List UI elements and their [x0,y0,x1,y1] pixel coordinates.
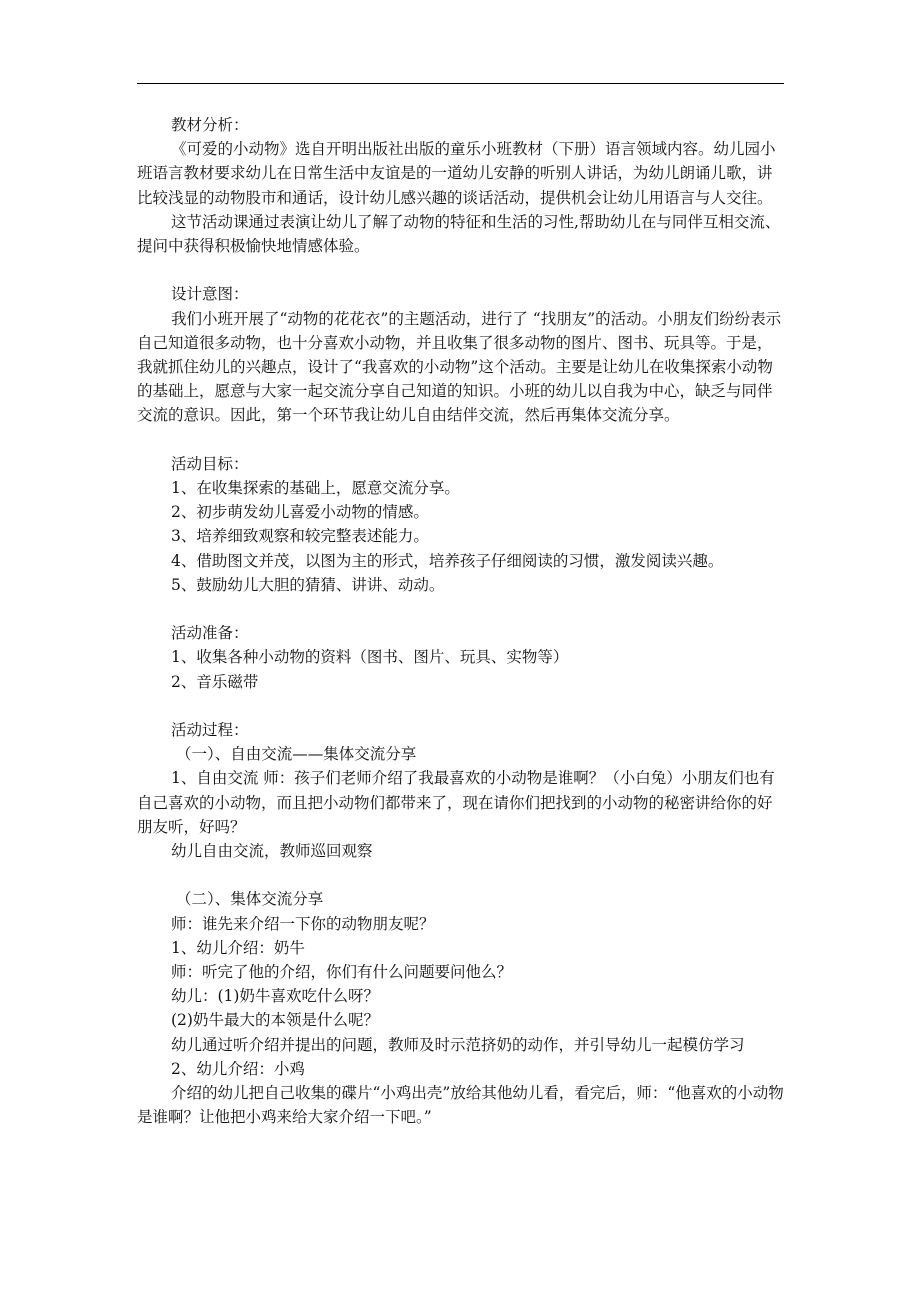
prep-item: 2、音乐磁带 [171,672,259,691]
process-part1-paragraph: 1、自由交流 师：孩子们老师介绍了我最喜欢的小动物是谁啊？（小白兔）小朋友们也有自己喜欢的小动物，而且把小动物们都带来了，现在请你们把找到的小动物的秘密讲给你的好朋友听，好吗？ [137,769,775,836]
spacer [137,694,787,718]
goal-item: 1、在收集探索的基础上，愿意交流分享。 [171,479,460,498]
header-rule [137,83,784,84]
goal-item: 5、鼓励幼儿大胆的猜猜、讲讲、动动。 [171,575,445,594]
process-heading: 活动过程： [171,721,249,740]
goal-item: 4、借助图文并茂，以图为主的形式，培养孩子仔细阅读的习惯，激发阅读兴趣。 [171,551,724,570]
intent-heading: 设计意图： [171,285,249,304]
prep-heading: 活动准备： [171,624,249,643]
process-line: 1、幼儿介绍：奶牛 [171,938,305,957]
goal-item: 3、培养细致观察和较完整表述能力。 [171,527,429,546]
process-line: 师：谁先来介绍一下你的动物朋友呢？ [171,914,435,933]
spacer [137,258,787,282]
goal-item: 2、初步萌发幼儿喜爱小动物的情感。 [171,503,429,522]
process-part2-title: （二）、集体交流分享 [176,890,324,909]
spacer [137,597,787,621]
spacer [137,863,787,887]
process-line: (2)奶牛最大的本领是什么呢？ [171,1011,379,1030]
analysis-heading: 教材分析： [171,116,249,134]
process-line: 幼儿：(1)奶牛喜欢吃什么呀？ [171,987,379,1006]
analysis-paragraph-1: 《可爱的小动物》选自开明出版社出版的童乐小班教材（下册）语言领域内容。幼儿园小班语言教材要求幼儿在日常生活中友谊是的一道幼儿安静的听别人讲话，为幼儿朗诵儿歌，讲比较浅显的动物股市和通话，设计幼儿感兴趣的谈话活动，提供机会让幼儿用语言与人交往。 [137,140,776,207]
spacer [137,428,787,452]
process-line: 2、幼儿介绍：小鸡 [171,1059,305,1078]
process-line: 幼儿通过听介绍并提出的问题，教师及时示范挤奶的动作，并引导幼儿一起模仿学习 [171,1035,745,1054]
process-part1-title: （一）、自由交流——集体交流分享 [176,745,417,764]
document-body [137,113,787,1129]
analysis-paragraph-2: 这节活动课通过表演让幼儿了解了动物的特征和生活的习性,帮助幼儿在与同伴互相交流、提问中获得积极愉快地情感体验。 [137,212,781,256]
process-part1-note: 幼儿自由交流，教师巡回观察 [171,842,373,861]
prep-item: 1、收集各种小动物的资料（图书、图片、玩具、实物等） [171,648,569,667]
process-line: 师：听完了他的介绍，你们有什么问题要问他么？ [171,963,513,982]
intent-paragraph: 我们小班开展了“动物的花花衣”的主题活动，进行了 “找朋友”的活动。小朋友们纷纷表示自己知道很多动物，也十分喜欢小动物，并且收集了很多动物的图片、图书、玩具等。于是，我就抓住幼儿的兴趣点，设计了“我喜欢的小动物”这个活动。主要是让幼儿在收集探索小动物的基础上，愿意与大家一起交流分享自己知道的知识。小班的幼儿以自我为中心，缺乏与同伴交流的意识。因此，第一个环节我让幼儿自由结伴交流，然后再集体交流分享。 [137,309,782,425]
process-final-paragraph: 介绍的幼儿把自己收集的碟片“小鸡出壳”放给其他幼儿看，看完后，师：“他喜欢的小动物是谁啊？让他把小鸡来给大家介绍一下吧。” [137,1084,784,1127]
goals-heading: 活动目标： [171,454,249,473]
